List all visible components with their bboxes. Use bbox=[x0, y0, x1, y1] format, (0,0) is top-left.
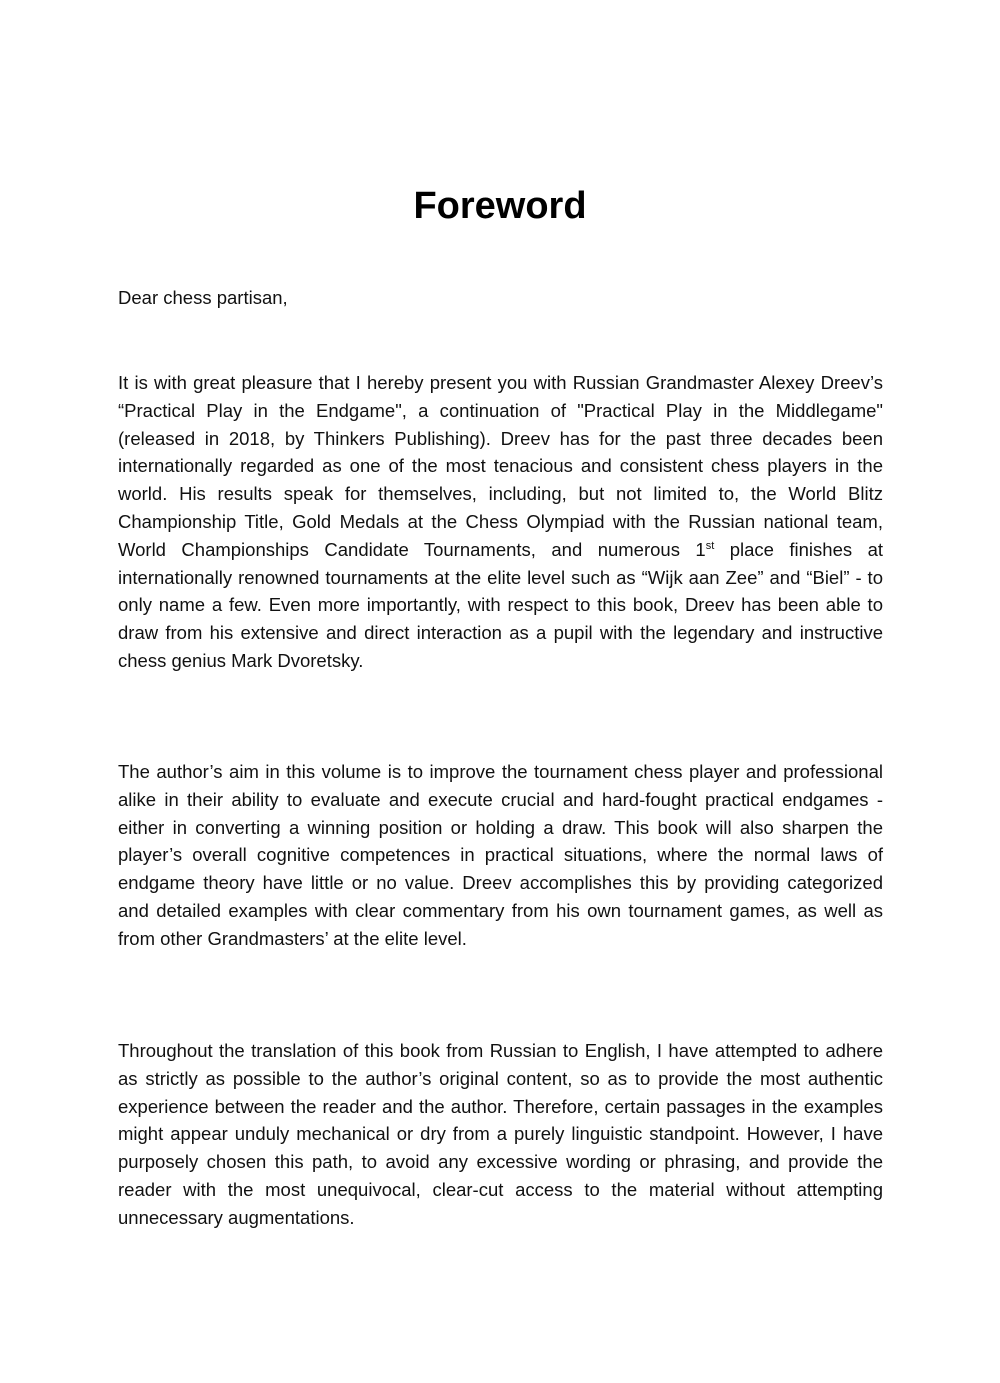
page-title: Foreword bbox=[413, 185, 587, 227]
paragraph-1 bbox=[118, 369, 883, 675]
salutation: Dear chess partisan, bbox=[118, 287, 288, 308]
paragraph-1-text-b: place finishes at internationally renowned tournaments at the elite level such as “Wijk aan Zee” and “Biel” - to only name a few. Even more importantly, with respect to this book, Dreev has been able to draw from his extensive and direct interaction as a pupil with the legendary and instructive chess genius Mark Dvoretsky. bbox=[118, 538, 883, 671]
paragraph-3: Throughout the translation of this book from Russian to English, I have attempted to adhere as strictly as possible to the author’s original content, so as to provide the most authentic experience between the reader and the author. Therefore, certain passages in the examples might appear unduly mechanical or dry from a purely linguistic standpoint. However, I have purposely chosen this path, to avoid any excessive wording or phrasing, and provide the reader with the most unequivocal, clear-cut access to the material without attempting unnecessary augmentations. bbox=[118, 1040, 883, 1228]
paragraph-1-text-a: It is with great pleasure that I hereby present you with Russian Grandmaster Alexey Dreev’s “Practical Play in the Endgame", a continuation of "Practical Play in the Middlegame" (released in 2018, by Thinkers Publishing). Dreev has for the past three decades been internationally regarded as one of the most tenacious and consistent chess players in the world. His results speak for themselves, including, but not limited to, the World Blitz Championship Title, Gold Medals at the Chess Olympiad with the Russian national team, World Championships Candidate Tournaments, and numerous 1 bbox=[118, 372, 883, 560]
paragraph-2: The author’s aim in this volume is to improve the tournament chess player and professional alike in their ability to evaluate and execute crucial and hard-fought practical endgames - either in converting a winning position or holding a draw. This book will also sharpen the player’s overall cognitive competences in practical situations, where the normal laws of endgame theory have little or no value. Dreev accomplishes this by providing categorized and detailed examples with clear commentary from his own tournament games, as well as from other Grandmasters’ at the elite level. bbox=[118, 761, 883, 949]
ordinal-superscript: st bbox=[705, 539, 715, 552]
